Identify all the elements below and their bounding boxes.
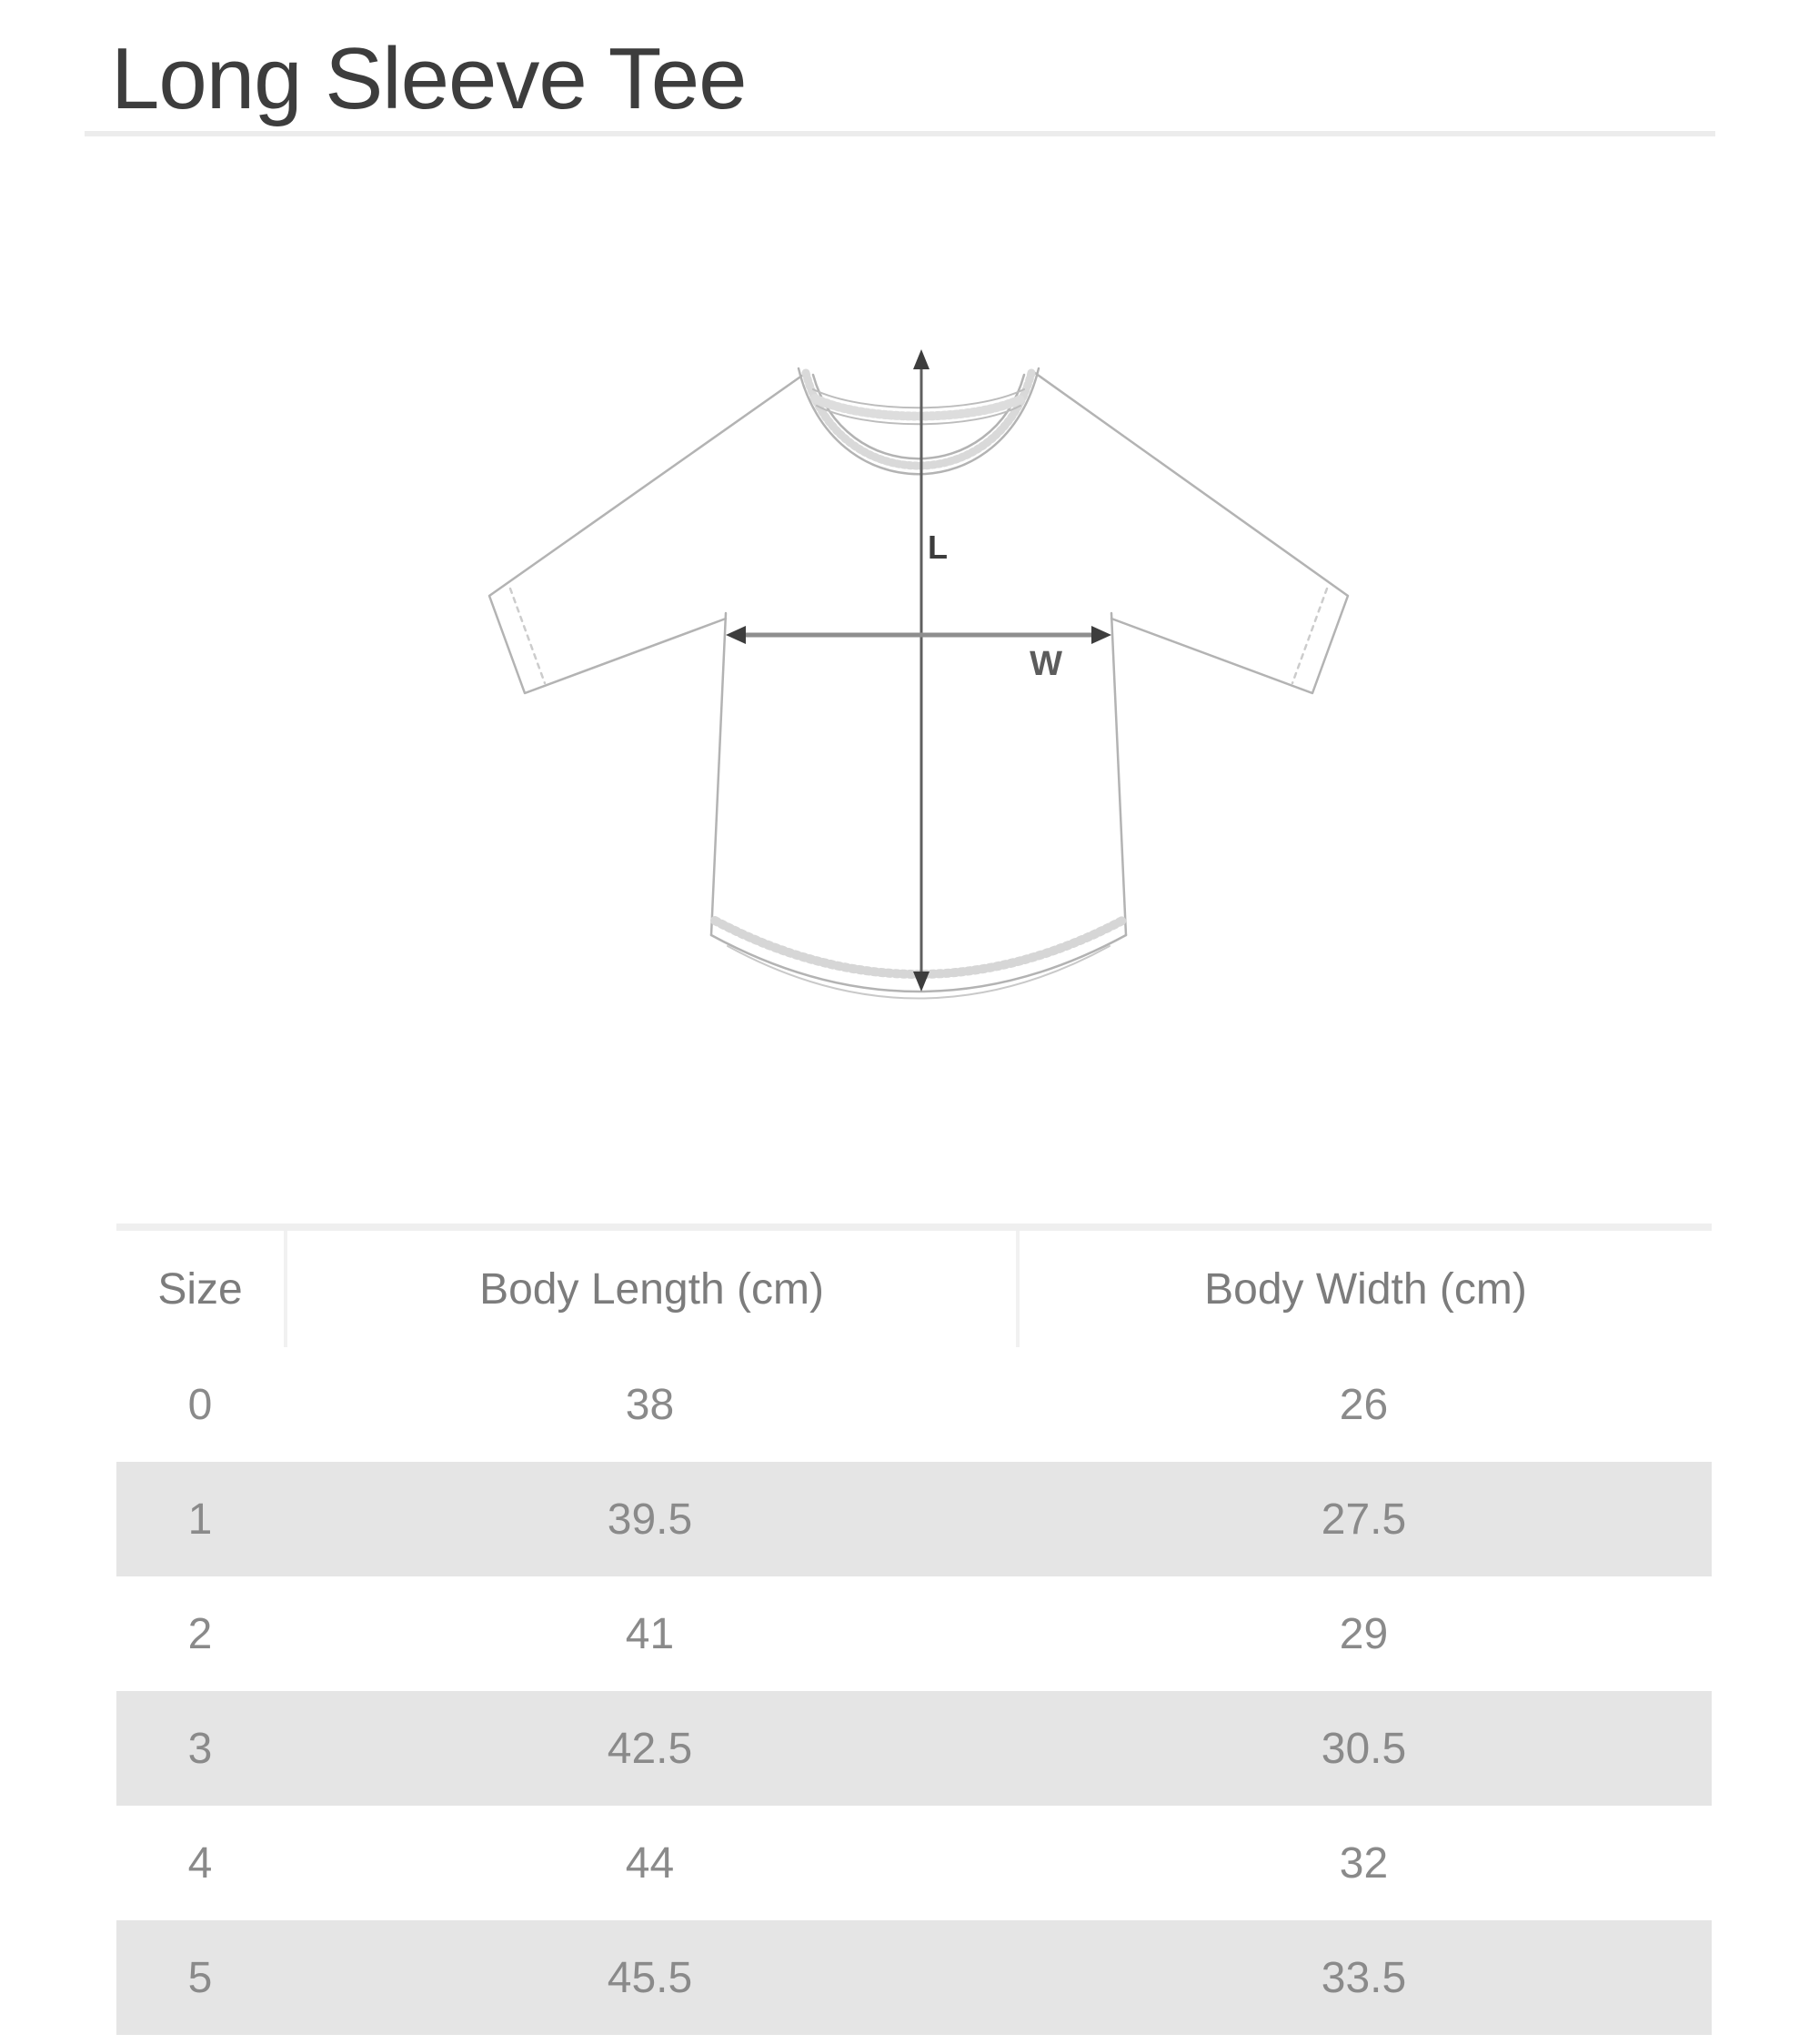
cell-body-length: 41: [625, 1609, 675, 1658]
cell-body-width: 33.5: [1321, 1953, 1407, 2002]
table-row: [116, 1920, 1712, 2035]
measurement-arrows: [726, 349, 1111, 992]
width-arrow-head-right: [1091, 626, 1111, 644]
cell-body-width: 32: [1339, 1838, 1389, 1888]
table-top-strip: [116, 1223, 1712, 1231]
tshirt-sketch-icon: [489, 368, 1348, 999]
table-row: [116, 1691, 1712, 1806]
length-arrow-head-top: [913, 349, 930, 369]
cell-body-length: 45.5: [607, 1953, 693, 2002]
cell-body-width: 29: [1339, 1609, 1389, 1658]
table-row: [116, 1576, 1712, 1691]
cell-body-length: 42.5: [607, 1724, 693, 1773]
left-sleeve-outline: [489, 373, 806, 693]
table-row: [116, 1462, 1712, 1576]
right-sleeve-outline: [1035, 373, 1348, 693]
cell-body-width: 26: [1339, 1380, 1389, 1429]
body-right-seam: [1111, 613, 1126, 935]
length-label: L: [928, 529, 948, 566]
cell-body-length: 44: [625, 1838, 675, 1888]
width-label: W: [1030, 645, 1062, 683]
width-arrow-head-left: [726, 626, 746, 644]
cell-body-length: 38: [625, 1380, 675, 1429]
cell-size: 0: [187, 1380, 213, 1429]
cell-body-width: 30.5: [1321, 1724, 1407, 1773]
cell-body-width: 27.5: [1321, 1495, 1407, 1544]
length-arrow-head-bottom: [913, 972, 930, 992]
cell-size: 3: [187, 1724, 213, 1773]
column-header-body-length: Body Length (cm): [284, 1231, 1016, 1347]
column-header-size: Size: [157, 1264, 243, 1314]
column-header-body-width: Body Width (cm): [1016, 1231, 1712, 1347]
cell-size: 4: [187, 1838, 213, 1888]
cell-body-length: 39.5: [607, 1495, 693, 1544]
cell-size: 1: [187, 1495, 213, 1544]
body-left-seam: [711, 613, 726, 935]
hem-stitch-band: [715, 921, 1122, 974]
table-row: [116, 1806, 1712, 1920]
cell-size: 5: [187, 1953, 213, 2002]
size-chart-table: [116, 1223, 1712, 2035]
cell-size: 2: [187, 1609, 213, 1658]
table-row: [116, 1347, 1712, 1462]
page-title: Long Sleeve Tee: [111, 30, 747, 127]
table-header-row: [116, 1231, 1712, 1347]
